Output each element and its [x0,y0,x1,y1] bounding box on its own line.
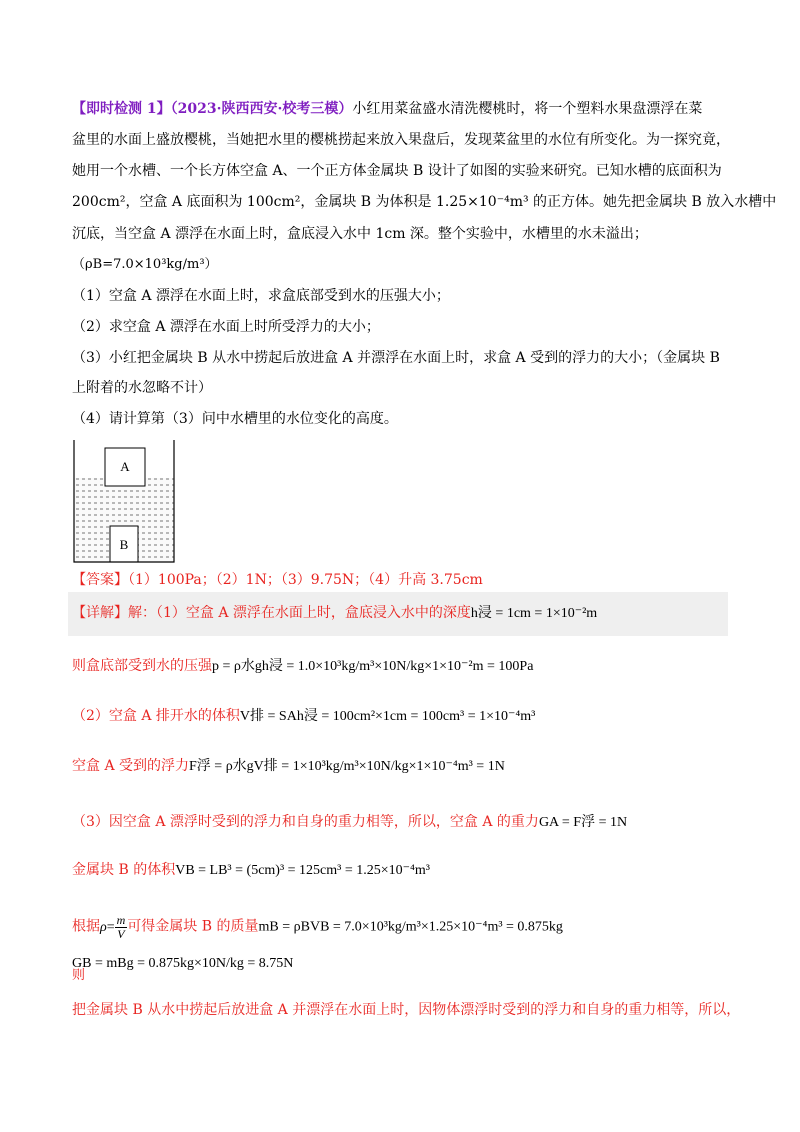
eq-volume-b: VB = LB³ = (5cm)³ = 125cm³ = 1.25×10⁻⁴m³ [175,863,430,878]
solution-line-4 [72,756,505,777]
question-tag: 【即时检测 1】 [72,101,171,117]
buoyancy-text: 空盒 A 受到的浮力 [72,758,190,774]
eq-weight-a: GA = F浮 = 1N [538,815,628,830]
eq-pressure: p = ρ水gh浸 = 1.0×10³kg/m³×10N/kg×1×10⁻²m = 100Pa [212,659,534,674]
solution-line-2 [72,656,533,677]
part-4: （4）请计算第（3）问中水槽里的水位变化的高度。 [72,411,398,427]
part-1: （1）空盒 A 漂浮在水面上时，求盒底部受到水的压强大小； [72,288,450,304]
volume-text: （2）空盒 A 排开水的体积 [72,708,240,724]
weight-a-text: （3）因空盒 A 漂浮时受到的浮力和自身的重力相等，所以，空盒 A 的重力 [72,814,539,830]
solution-line-8 [72,953,293,974]
solution-line-1 [72,603,597,624]
eq-weight-b: GB = mBg = 0.875kg×10N/kg = 8.75N [72,956,294,971]
solution-line-6 [72,860,430,881]
question-line-1 [72,99,702,119]
part-3-cont: 上附着的水忽略不计） [72,380,212,396]
volume-b-text: 金属块 B 的体积 [72,862,176,878]
eq-mass-b: mB = ρBVB = 7.0×10³kg/m³×1.25×10⁻⁴m³ = 0.875kg [258,919,563,935]
part-3: （3）小红把金属块 B 从水中捞起后放进盒 A 并漂浮在水面上时，求盒 A 受到的浮力的大小；（金属块 B [72,350,720,366]
question-source: （2023·陕西西安·校考三模） [170,101,353,117]
part-2: （2）求空盒 A 漂浮在水面上时所受浮力的大小； [72,319,380,335]
pressure-text: 则盒底部受到水的压强 [72,658,212,674]
question-line-5: 沉底，当空盒 A 漂浮在水面上时，盒底浸入水中 1cm 深。整个实验中，水槽里的水未溢出； [72,226,648,242]
question-text: 小红用菜盆盛水清洗樱桃时，将一个塑料水果盘漂浮在菜 [352,101,703,117]
question-line-3: 她用一个水槽、一个长方体空盒 A、一个正方体金属块 B 设计了如图的实验来研究。已知水槽的底面积为 [72,163,722,179]
box-a-label: A [120,459,130,474]
answer-label: 【答案】 [72,572,128,588]
mass-b-text: 可得金属块 B 的质量 [127,918,259,935]
solution-line-9 [72,1000,740,1020]
solution-line-3 [72,706,535,727]
density-formula: ρ= $\frac{m}{V}$ [100,913,126,941]
solution-intro: 解：（1）空盒 A 漂浮在水面上时，盒底浸入水中的深度 [128,605,471,621]
answer-line [72,570,483,590]
solution-label: 【详解】 [72,605,128,621]
solution-line-5 [72,812,627,833]
eq-volume: V排 = SAh浸 = 100cm²×1cm = 100cm³ = 1×10⁻⁴m³ [239,709,536,724]
eq-depth: h浸 = 1cm = 1×10⁻²m [470,606,598,621]
solution-line-8-label [72,966,85,986]
question-line-4: 200cm²，空盒 A 底面积为 100cm²，金属块 B 为体积是 1.25×10⁻⁴m³ 的正方体。她先把金属块 B 放入水槽中 [72,194,777,210]
eq-buoyancy: F浮 = ρ水gV排 = 1×10³kg/m³×10N/kg×1×10⁻⁴m³ = 1N [189,759,505,774]
then-text: 则 [72,968,86,983]
block-b-label: B [119,537,129,552]
experiment-figure [70,440,180,566]
solution-line-7 [72,914,563,941]
final-text: 把金属块 B 从水中捞起后放进盒 A 并漂浮在水面上时，因物体漂浮时受到的浮力和自身的重力相等，所以， [72,1002,741,1018]
density-pre-text: 根据 [72,918,100,935]
answer-text: （1）100Pa；（2）1N；（3）9.75N；（4）升高 3.75cm [128,572,483,588]
question-line-2: 盆里的水面上盛放樱桃，当她把水里的樱桃捞起来放入果盘后，发现菜盆里的水位有所变化。为一探究竟， [72,132,730,148]
question-density: （ρB=7.0×10³kg/m³） [72,257,218,272]
